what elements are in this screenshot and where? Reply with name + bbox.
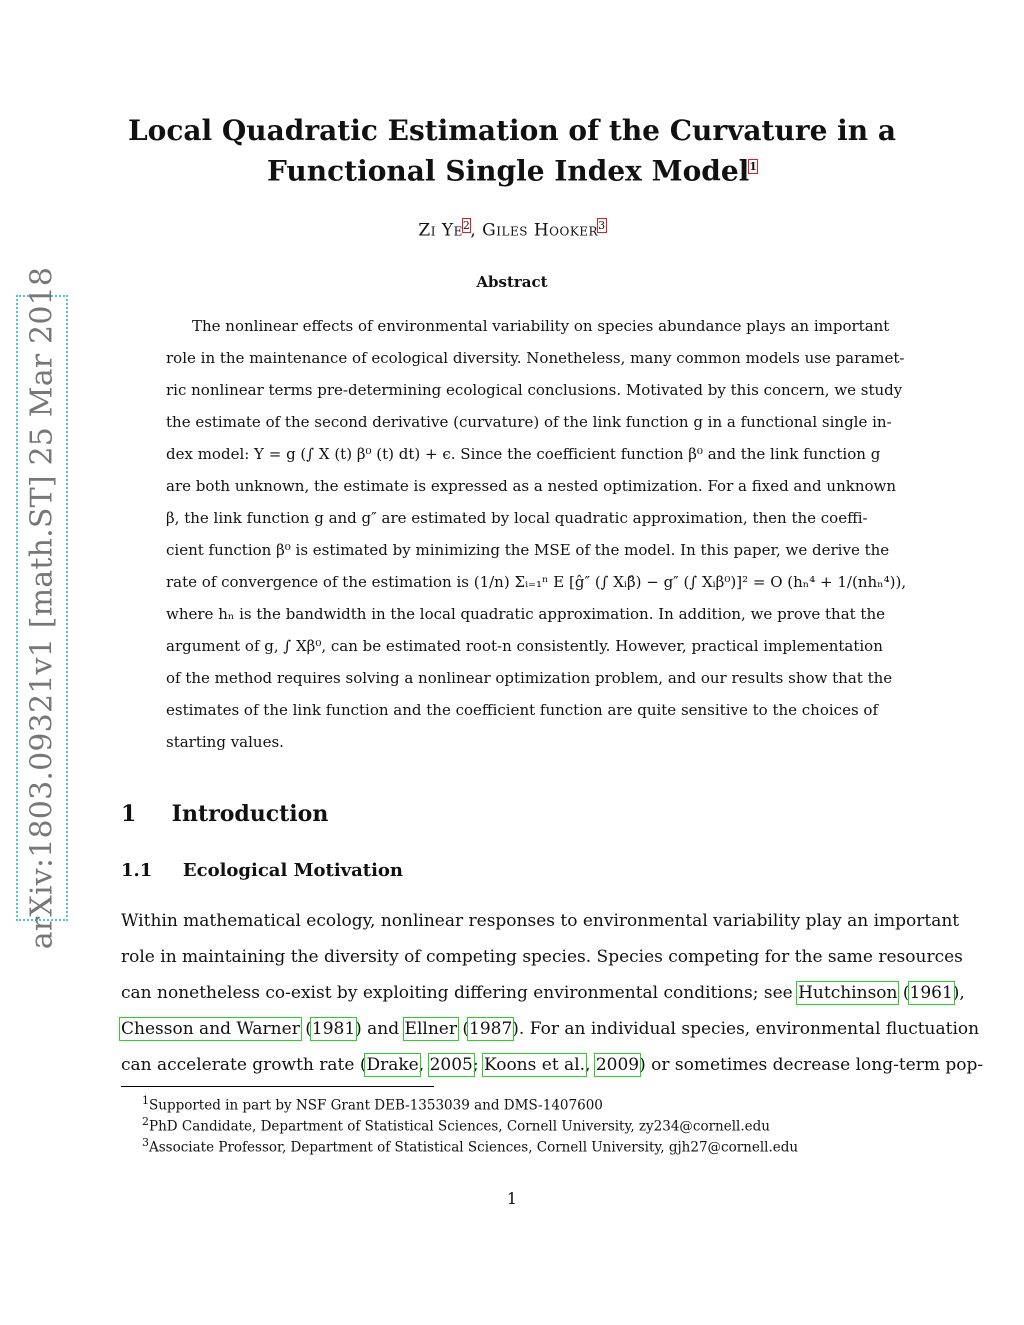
author-hooker-footnote-link[interactable]: 3 <box>598 219 606 232</box>
body-line-2 <box>121 946 963 968</box>
footnote-2-text: PhD Candidate, Department of Statistical Sciences, Cornell University, zy234@cornell.edu <box>149 1118 770 1135</box>
page-number: 1 <box>506 1189 518 1208</box>
body-line-5-post: ) or sometimes decrease long-term pop- <box>639 1055 984 1075</box>
footnote-3-mark: 3 <box>142 1136 149 1149</box>
footnote-rule <box>121 1086 434 1087</box>
abstract-line-2-text: role in the maintenance of ecological diversity. Nonetheless, many common models use paramet- <box>166 349 905 367</box>
abstract-line-7-text: β, the link function g and g″ are estimated by local quadratic approximation, then the coeffi- <box>166 509 868 527</box>
cite-chesson-warner-link[interactable]: Chesson and Warner <box>121 1019 300 1039</box>
body-line-5-pre: can accelerate growth rate ( <box>121 1055 367 1075</box>
author-hooker: Giles Hooker <box>482 220 599 241</box>
cite-ellner-link[interactable]: Ellner <box>404 1019 457 1039</box>
cite-2009-link[interactable]: 2009 <box>595 1055 640 1075</box>
footnote-1-mark: 1 <box>142 1094 149 1107</box>
cite-1961-link[interactable]: 1961 <box>909 983 953 1003</box>
abstract-line-5-text: dex model: Y = g (∫ X (t) β⁰ (t) dt) + ϵ. Since the coefficient function β⁰ and the link function g <box>166 445 881 463</box>
abstract-line-5 <box>166 444 881 464</box>
abstract-line-4 <box>166 412 892 432</box>
cite-1987-link[interactable]: 1987 <box>469 1019 513 1039</box>
title-line-2-text: Functional Single Index Model <box>267 154 750 188</box>
subsection-heading-ecological-motivation <box>121 860 403 881</box>
abstract-line-6 <box>166 476 897 496</box>
abstract-line-14-text: starting values. <box>166 733 284 751</box>
abstract-line-7 <box>166 508 868 528</box>
footnote-2-mark: 2 <box>142 1115 149 1128</box>
cite-hutchinson-link[interactable]: Hutchinson <box>798 983 898 1003</box>
body-line-4: Chesson and Warner (1981) and Ellner (1987). For an individual species, environmental fluctuation <box>121 1019 980 1039</box>
author-list <box>0 219 1024 241</box>
title-line-2 <box>0 149 1024 189</box>
abstract-line-3-text: ric nonlinear terms pre-determining ecological conclusions. Motivated by this concern, we study <box>166 381 903 399</box>
cite-2005-link[interactable]: 2005 <box>429 1055 473 1075</box>
abstract-line-3 <box>166 380 903 400</box>
section-title: Introduction <box>171 801 329 827</box>
cite-1981-link[interactable]: 1981 <box>311 1019 356 1039</box>
abstract-line-10-text: where hₙ is the bandwidth in the local quadratic approximation. In addition, we prove that the <box>166 605 885 623</box>
body-line-3: can nonetheless co-exist by exploiting differing environmental conditions; see Hutchinson (1961), <box>121 983 965 1003</box>
body-line-1 <box>121 910 960 932</box>
abstract-line-8-text: cient function β⁰ is estimated by minimizing the MSE of the model. In this paper, we derive the <box>166 541 890 559</box>
cite-koons-link[interactable]: Koons et al. <box>483 1055 586 1075</box>
paper-title <box>0 113 1024 189</box>
body-line-2-text: role in maintaining the diversity of competing species. Species competing for the same resources <box>121 947 963 967</box>
abstract-line-9 <box>166 572 907 592</box>
footnote-3 <box>142 1134 842 1157</box>
abstract-line-11 <box>166 636 883 656</box>
arxiv-stamp[interactable] <box>16 266 68 950</box>
abstract-line-13 <box>166 700 878 720</box>
body-line-1-text: Within mathematical ecology, nonlinear responses to environmental variability play an important <box>121 911 960 931</box>
footnote-1 <box>142 1092 842 1115</box>
subsection-number: 1.1 <box>121 860 153 881</box>
abstract-heading: Abstract <box>476 273 548 291</box>
abstract-line-4-text: the estimate of the second derivative (curvature) of the link function g in a functional single in- <box>166 413 892 431</box>
section-heading-introduction <box>121 801 328 827</box>
abstract-line-13-text: estimates of the link function and the coefficient function are quite sensitive to the choices of <box>166 701 878 719</box>
footnote-1-text: Supported in part by NSF Grant DEB-1353039 and DMS-1407600 <box>149 1097 603 1114</box>
cite-drake-link[interactable]: Drake <box>366 1055 419 1075</box>
abstract-line-12-text: of the method requires solving a nonlinear optimization problem, and our results show that the <box>166 669 893 687</box>
abstract-line-10 <box>166 604 885 624</box>
abstract-line-12 <box>166 668 893 688</box>
abstract-line-9-text: rate of convergence of the estimation is (1/n) Σᵢ₌₁ⁿ E [ĝ″ (∫ Xᵢβ̂) − g″ (∫ Xᵢβ⁰)]² = O (hₙ⁴ + 1/(nhₙ⁴)), <box>166 573 907 591</box>
abstract-line-1 <box>192 316 890 336</box>
abstract-line-8 <box>166 540 890 560</box>
abstract-line-11-text: argument of g, ∫ Xβ⁰, can be estimated root-n consistently. However, practical implementation <box>166 637 883 655</box>
abstract-line-1-text: The nonlinear effects of environmental variability on species abundance plays an important <box>192 317 890 335</box>
footnote-3-text: Associate Professor, Department of Statistical Sciences, Cornell University, gjh27@cornell.edu <box>149 1139 799 1156</box>
abstract-line-6-text: are both unknown, the estimate is expressed as a nested optimization. For a fixed and unknown <box>166 477 897 495</box>
author-ye: Zi Ye <box>418 220 463 241</box>
subsection-title: Ecological Motivation <box>182 860 404 881</box>
arxiv-stamp-text: arXiv:1803.09321v1 [math.ST] 25 Mar 2018 <box>24 266 60 950</box>
body-line-4-text: ). For an individual species, environmental fluctuation <box>512 1019 980 1039</box>
abstract-line-14 <box>166 732 858 752</box>
body-line-5: can accelerate growth rate (Drake, 2005; Koons et al., 2009) or sometimes decrease long-term pop- <box>121 1055 984 1075</box>
footnote-2 <box>142 1113 842 1136</box>
abstract-line-2 <box>166 348 905 368</box>
section-number: 1 <box>121 801 137 827</box>
title-line-1: Local Quadratic Estimation of the Curvature in a <box>127 114 897 147</box>
author-ye-footnote-link[interactable]: 2 <box>462 219 471 232</box>
author-separator: , <box>470 220 483 241</box>
title-footnote-link[interactable]: 1 <box>749 160 757 173</box>
body-line-3-text: can nonetheless co-exist by exploiting differing environmental conditions; see <box>121 983 799 1003</box>
